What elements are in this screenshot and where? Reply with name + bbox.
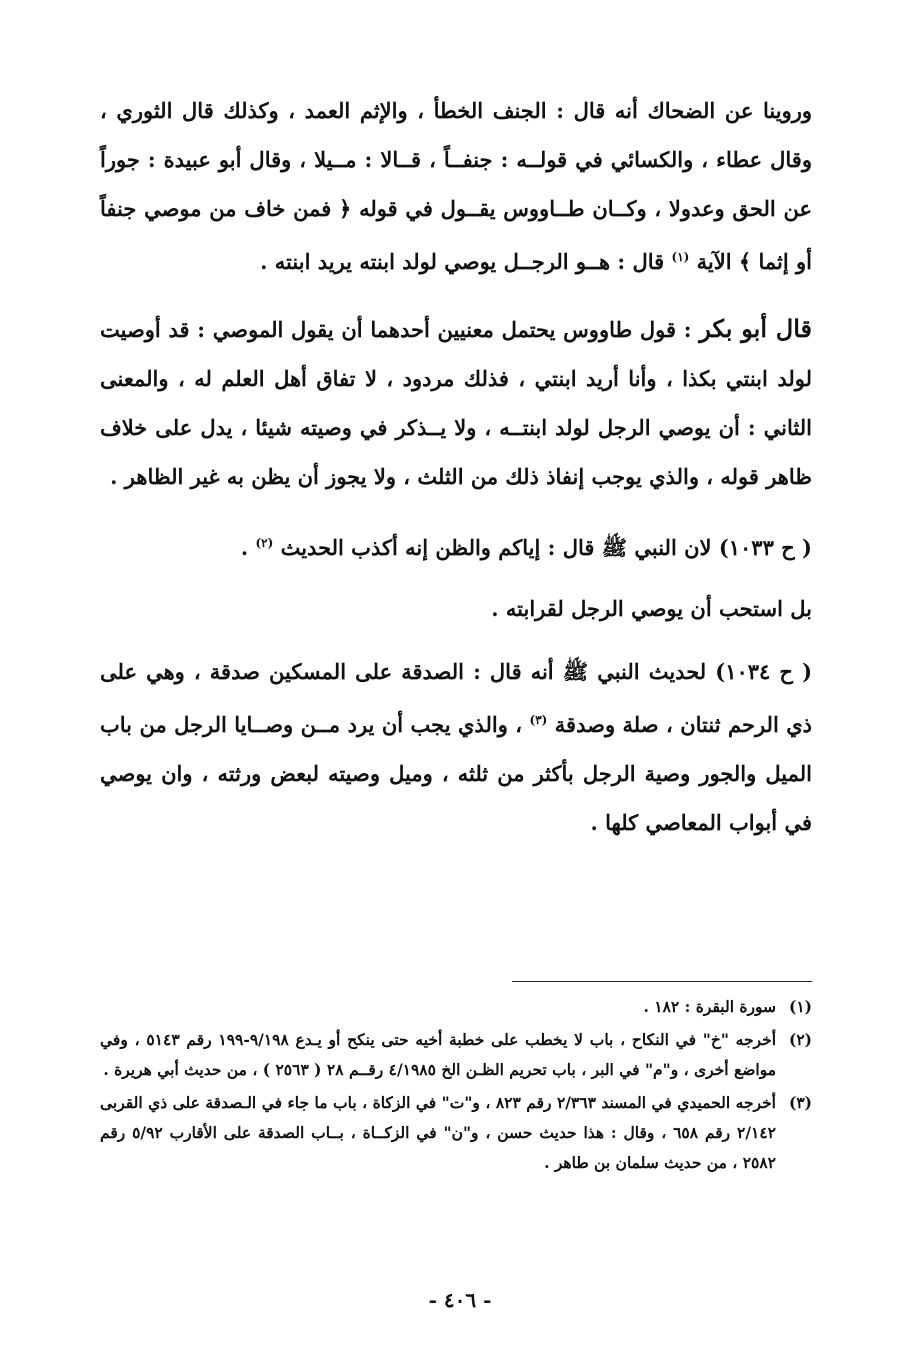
footnote-ref-2: (٢) [255,536,274,550]
footnote-divider [512,981,812,982]
paragraph-2 [100,304,812,501]
footnote-2 [100,1025,812,1085]
hadith-1033-text: لان النبي ﷺ قال : إياكم والظن إنه أكذب الحديث [280,535,712,560]
paragraph-2-text: : قول طاووس يحتمل معنيين أحدهما أن يقول الموصي : قد أوصيت لولد ابنتي بكذا ، وأنا أريد ابنتي ، فذلك مردود ، لا تفاق أهل العلم له ، والمعنى الثاني : أن يوصي الرجل لولد ابنتــه ، ولا يــذكر في وصيته شيئا ، يدل على خلاف ظاهر قوله ، والذي يوجب إنفاذ ذلك من الثلث ، ولا يجوز أن يظن به غير الظاهر . [100,317,812,489]
footnote-text: سورة البقرة : ١٨٢ . [643,997,776,1016]
page-number: - ٤٠٦ - [428,1288,492,1312]
hadith-1034-tail: ، والذي يجب أن يرد مــن وصــايا الرجل من باب الميل والجور وصية الرجل بأكثر من ثلثه ، وميل وصيته لبعض ورثته ، وان يوصي في أبواب المعاصي كلها . [100,712,812,835]
footnote-number: (١) [788,997,812,1016]
hadith-number: ( ح ١٠٣٣) [718,535,812,560]
paragraph-1-tail: قال : هــو الرجــل يوصي لولد ابنته يريد ابنته . [260,249,665,274]
hadith-1033-end: . [240,535,249,560]
hadith-number: ( ح ١٠٣٤) [715,659,813,684]
hadith-1033 [100,519,812,572]
footnote-1 [100,992,812,1022]
paragraph-1 [100,86,812,286]
paragraph-4: بل استحب أن يوصي الرجل لقرابته . [491,596,812,621]
footnote-3 [100,1088,812,1178]
paragraph-1-text: وروينا عن الضحاك أنه قال : الجنف الخطأ ، والإثم العمد ، وكذلك قال الثوري ، وقال عطاء ، والكسائي في قولــه : جنفــاً ، قــالا : مــيلا ، وقال أبو عبيدة : جوراً عن الحق وعدولا ، وكــان طــاووس يقــول في قوله ﴿ فمن خاف من موصي جنفاً أو إثما ﴾ الآية [100,98,812,274]
hadith-1034-text: لحديث النبي ﷺ أنه قال : الصدقة على المسكين صدقة ، وهي على ذي الرحم ثنتان ، صلة وصدقة [100,659,813,737]
footnote-number: (٢) [788,1030,812,1049]
footnotes [100,992,812,1181]
footnote-text: أخرجه الحميدي في المسند ٢/٣٦٣ رقم ٨٢٣ ، و"ت" في الزكاة ، باب ما جاء في الـصدقة على ذي القربى ٢/١٤٢ رقم ٦٥٨ ، وقال : هذا حديث حسن ، و"ن" في الزكــاة ، بــاب الصدقة على الأقارب ٥/٩٢ رقم ٢٥٨٢ ، من حديث سلمان بن طاهر . [100,1093,776,1172]
speaker-label: قال أبو بكر [699,314,812,343]
hadith-1034 [100,647,812,847]
footnote-number: (٣) [788,1093,812,1112]
footnote-ref-3: (٣) [529,713,548,727]
footnote-text: أخرجه "خ" في النكاح ، باب لا يخطب على خطبة أخيه حتى ينكح أو يـدع ٩/١٩٨-١٩٩ رقم ٥١٤٣ ، وفي مواضع أخرى ، و"م" في البر ، باب تحريم الظـن الخ ٤/١٩٨٥ رقــم ٢٨ ( ٢٥٦٣ ) ، من حديث أبي هريرة . [100,1030,777,1079]
footnote-ref-1: (١) [671,250,690,264]
main-text [100,86,812,847]
